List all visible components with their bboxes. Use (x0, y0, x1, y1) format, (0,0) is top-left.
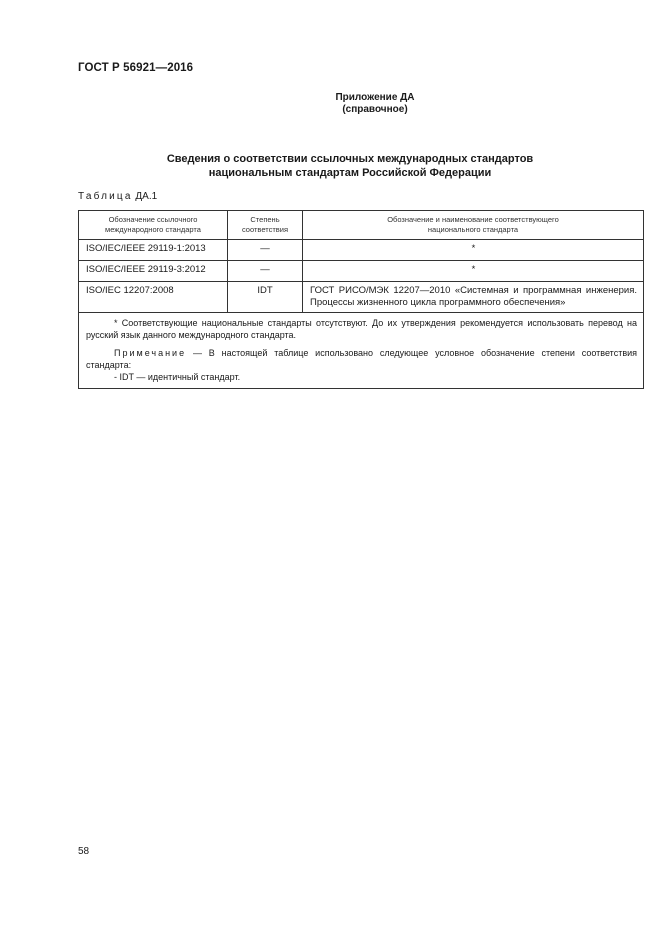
cell-ref: ISO/IEC 12207:2008 (79, 282, 228, 313)
page-number: 58 (78, 846, 90, 857)
appendix-title: Приложение ДА (335, 92, 415, 103)
section-heading (120, 153, 580, 180)
cell-ref: ISO/IEC/IEEE 29119-1:2013 (79, 240, 228, 261)
cell-degree: — (228, 261, 303, 282)
cell-ref: ISO/IEC/IEEE 29119-3:2012 (79, 261, 228, 282)
section-heading-line1: Сведения о соответствии ссылочных международных стандартов (166, 153, 534, 165)
document-code: ГОСТ Р 56921—2016 (78, 62, 194, 74)
table-caption (78, 191, 157, 202)
table-notes (79, 313, 644, 389)
cell-degree: IDT (228, 282, 303, 313)
table-footnote: * Соответствующие национальные стандарты отсутствуют. До их утверждения рекомендуется использовать перевод на русский язык данного международного стандарта. (86, 318, 637, 340)
cell-degree: — (228, 240, 303, 261)
cell-national: * (303, 240, 644, 261)
table-header-row (79, 211, 644, 240)
note-label: Примечание (114, 348, 187, 358)
appendix-subtitle: (справочное) (342, 104, 408, 115)
table-row (79, 261, 644, 282)
table-caption-id: ДА.1 (135, 191, 158, 202)
column-header-ref: Обозначение ссылочного международного стандарта (79, 211, 228, 240)
table-row (79, 240, 644, 261)
standards-table (78, 210, 644, 389)
section-heading-line2: национальным стандартам Российской Федерации (208, 166, 492, 179)
table-notes-row (79, 313, 644, 389)
cell-national: * (303, 261, 644, 282)
note-item: - IDT — идентичный стандарт. (114, 372, 241, 382)
table-caption-word: Таблица (78, 191, 133, 202)
column-header-degree: Степень соответствия (228, 211, 303, 240)
table-note (86, 347, 637, 371)
appendix-heading (250, 92, 500, 116)
note-text: — В настоящей таблице использовано следующее условное обозначение степени соответствия стандарта: (86, 348, 637, 370)
table-row (79, 282, 644, 313)
column-header-national: Обозначение и наименование соответствующего национального стандарта (303, 211, 644, 240)
cell-national: ГОСТ РИСО/МЭК 12207—2010 «Системная и программная инженерия. Процессы жизненного цикла программного обеспечения» (303, 282, 644, 313)
